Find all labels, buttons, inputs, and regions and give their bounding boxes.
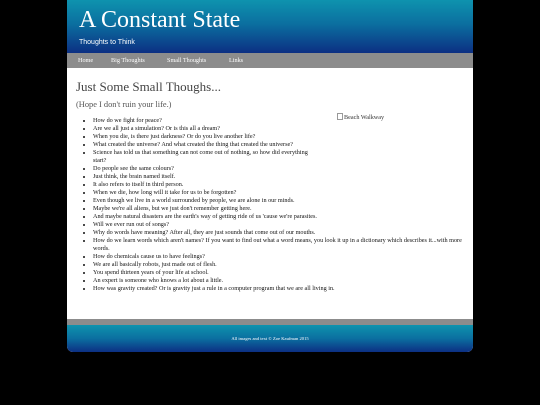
page-container — [67, 0, 473, 352]
list-item: • How do we fight for peace? — [93, 117, 473, 125]
nav-item-big-thoughts[interactable]: Big Thoughts — [111, 57, 145, 64]
list-item: • And maybe natural disasters are the earth's way of getting ride of us 'cause we're parasites. — [93, 213, 473, 221]
main-content — [67, 68, 473, 319]
list-item: • Science has told us that something can not come out of nothing, so how did everything start? — [93, 149, 318, 165]
list-item: • We are all basically robots, just made out of flesh. — [93, 261, 473, 269]
site-tagline: Thoughts to Think — [79, 39, 135, 46]
list-item: • Are we all just a simulation? Or is this all a dream? — [93, 125, 473, 133]
list-item: • When you die, is there just darkness? Or do you live another life? — [93, 133, 473, 141]
list-item: • Will we ever run out of songs? — [93, 221, 473, 229]
nav-item-links[interactable]: Links — [229, 57, 244, 64]
nav-item-home[interactable]: Home — [78, 57, 94, 64]
list-item: • How was gravity created? Or is gravity just a rule in a computer program that we are all living in. — [93, 285, 473, 293]
list-item: • Maybe we're all aliens, but we just don't remember getting here. — [93, 205, 473, 213]
list-item: • How do chemicals cause us to have feelings? — [93, 253, 473, 261]
list-item: • How do we learn words which aren't names? If you want to find out what a word means, you look it up in a dictionary which describes it...with more words. — [93, 237, 465, 253]
page-title: Just Some Small Thoughs... — [76, 79, 221, 94]
thoughts-list — [93, 117, 473, 293]
list-item: • An expert is someone who knows a lot about a little. — [93, 277, 473, 285]
copyright-text: All images and text © Zoe Kaufman 2015 — [231, 336, 309, 341]
list-item: • What created the universe? And what created the thing that created the universe? — [93, 141, 318, 149]
list-item: • It also refers to itself in third person. — [93, 181, 473, 189]
list-item: • When we die, how long will it take for us to be forgotten? — [93, 189, 473, 197]
list-item: • Do people see the same colours? — [93, 165, 473, 173]
list-item: • Even though we live in a world surrounded by people, we are alone in our minds. — [93, 197, 328, 205]
site-title: A Constant State — [79, 7, 241, 33]
page-subtitle: (Hope I don't ruin your life.) — [76, 100, 172, 109]
list-item: • You spend thirteen years of your life at school. — [93, 269, 473, 277]
image-alt-text: Beach Walkway — [344, 114, 385, 121]
main-nav — [67, 53, 473, 68]
site-header — [67, 0, 473, 53]
site-footer — [67, 325, 473, 352]
list-item: • Just think, the brain named itself. — [93, 173, 473, 181]
nav-item-small-thoughts[interactable]: Small Thoughts — [167, 57, 207, 64]
list-item: • Why do words have meaning? After all, they are just sounds that come out of our mouths. — [93, 229, 473, 237]
